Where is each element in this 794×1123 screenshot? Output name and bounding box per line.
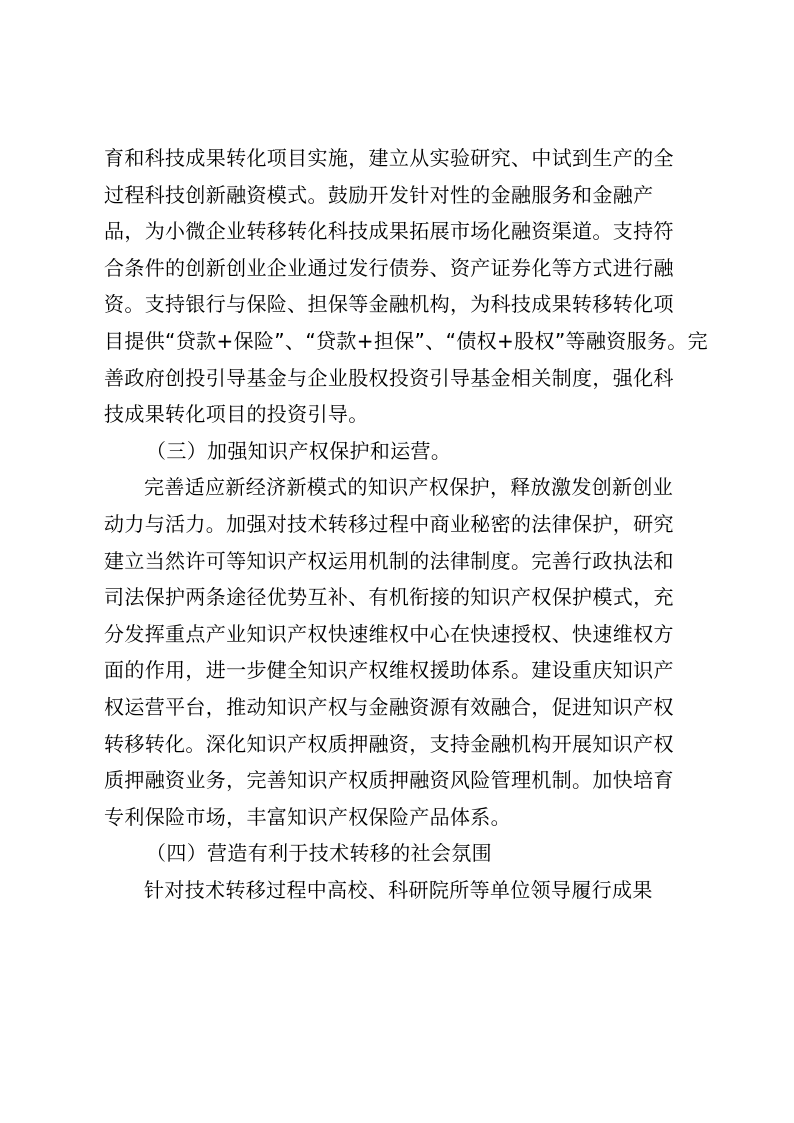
paragraph-line: 技成果转化项目的投资引导。 [104, 402, 369, 427]
paragraph-line: 面的作用，进一步健全知识产权维权援助体系。建设重庆知识产 [104, 658, 674, 683]
paragraph-line: 目提供“贷款+保险”、“贷款+担保”、“债权+股权”等融资服务。完 [104, 328, 708, 353]
paragraph-line: 针对技术转移过程中高校、科研院所等单位领导履行成果 [144, 877, 653, 902]
paragraph-line: 合条件的创新创业企业通过发行债券、资产证券化等方式进行融 [104, 255, 674, 280]
paragraph-line: 资。支持银行与保险、担保等金融机构，为科技成果转移转化项 [104, 292, 674, 317]
paragraph-line: 动力与活力。加强对技术转移过程中商业秘密的法律保护，研究 [104, 511, 674, 536]
paragraph-line: 权运营平台，推动知识产权与金融资源有效融合，促进知识产权 [104, 694, 674, 719]
section-heading: （三）加强知识产权保护和运营。 [146, 438, 452, 463]
paragraph-line: 善政府创投引导基金与企业股权投资引导基金相关制度，强化科 [104, 365, 674, 390]
paragraph-line: 建立当然许可等知识产权运用机制的法律制度。完善行政执法和 [104, 548, 674, 573]
paragraph-line: 品，为小微企业转移转化科技成果拓展市场化融资渠道。支持符 [104, 219, 674, 244]
document-body [104, 140, 708, 908]
paragraph-line: 质押融资业务，完善知识产权质押融资风险管理机制。加快培育 [104, 768, 674, 793]
section-heading: （四）营造有利于技术转移的社会氛围 [146, 841, 492, 866]
paragraph-line: 分发挥重点产业知识产权快速维权中心在快速授权、快速维权方 [104, 621, 674, 646]
paragraph-line: 司法保护两条途径优势互补、有机衔接的知识产权保护模式，充 [104, 585, 674, 610]
paragraph-line: 专利保险市场，丰富知识产权保险产品体系。 [104, 804, 511, 829]
paragraph-line: 育和科技成果转化项目实施，建立从实验研究、中试到生产的全 [104, 146, 674, 170]
paragraph-line: 完善适应新经济新模式的知识产权保护，释放激发创新创业 [144, 475, 674, 500]
paragraph-line: 过程科技创新融资模式。鼓励开发针对性的金融服务和金融产 [104, 182, 654, 207]
paragraph-line: 转移转化。深化知识产权质押融资，支持金融机构开展知识产权 [104, 731, 674, 756]
